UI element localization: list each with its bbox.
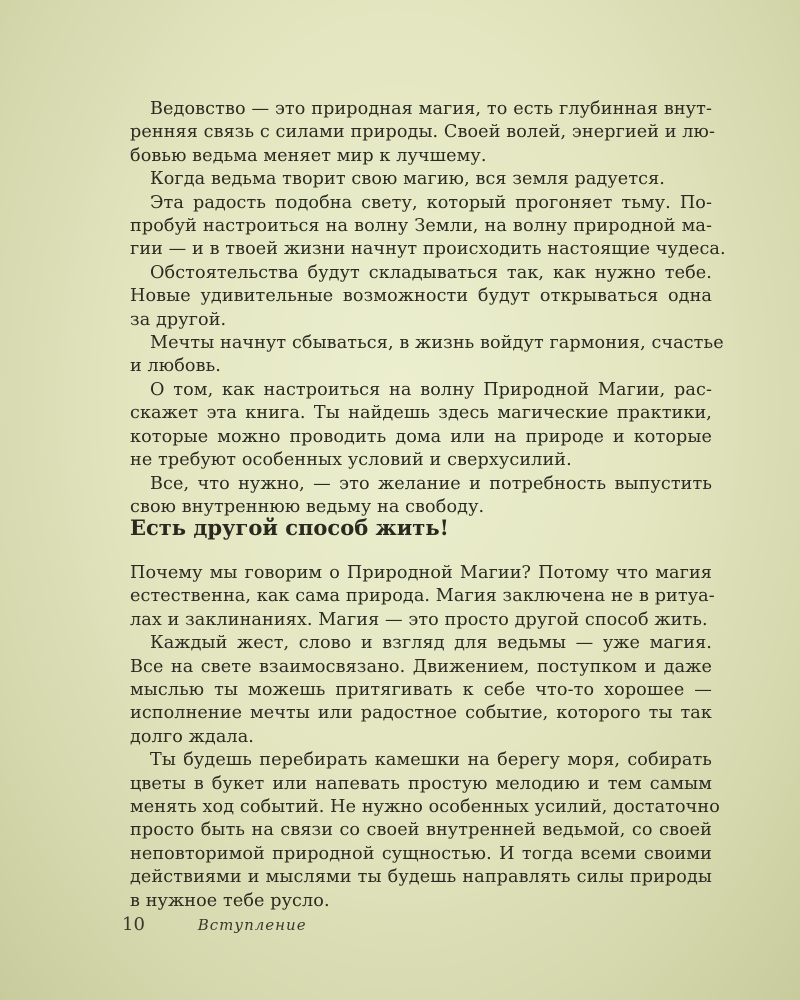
paragraph xyxy=(130,473,712,520)
text-line: не требуют особенных условий и сверхусилий. xyxy=(130,450,572,471)
text-line: лах и заклинаниях. Магия — это просто другой способ жить. xyxy=(130,609,708,630)
text-line: естественна, как сама природа. Магия заключена не в ритуа- xyxy=(130,586,715,607)
text-line: исполнение мечты или радостное событие, которого ты так xyxy=(130,703,712,724)
paragraph xyxy=(130,332,724,379)
text-line: Все на свете взаимосвязано. Движением, поступком и даже xyxy=(130,656,712,677)
running-footer-section: Вступление xyxy=(197,916,307,934)
text-line: которые можно проводить дома или на природе и которые xyxy=(130,426,712,447)
text-line: гии — и в твоей жизни начнут происходить настоящие чудеса. xyxy=(130,239,726,260)
section-heading: Есть другой способ жить! xyxy=(130,515,449,540)
text-line: Новые удивительные возможности будут открываться одна xyxy=(130,286,712,307)
text-line: скажет эта книга. Ты найдешь здесь магические практики, xyxy=(130,403,712,424)
paragraph xyxy=(130,749,720,913)
text-line: свою внутреннюю ведьму на свободу. xyxy=(130,496,485,517)
text-line: за другой. xyxy=(130,309,227,330)
paragraph xyxy=(130,192,726,262)
text-line: Эта радость подобна свету, который прогоняет тьму. По- xyxy=(150,192,712,213)
text-line: Ты будешь перебирать камешки на берегу моря, собирать xyxy=(150,750,712,771)
text-line: Почему мы говорим о Природной Магии? Потому что магия xyxy=(130,563,712,583)
text-line: долго ждала. xyxy=(130,726,254,747)
text-line: действиями и мыслями ты будешь направлять силы природы xyxy=(130,867,712,888)
text-line: бовью ведьма меняет мир к лучшему. xyxy=(130,145,487,166)
paragraph xyxy=(130,168,712,191)
text-line: Каждый жест, слово и взгляд для ведьмы — уже магия. xyxy=(150,633,712,654)
text-line: Когда ведьма творит свою магию, вся земля радуется. xyxy=(150,169,666,190)
text-line: ренняя связь с силами природы. Своей волей, энергией и лю- xyxy=(130,122,716,143)
paragraph xyxy=(130,562,715,632)
text-line: просто быть на связи со своей внутренней ведьмой, со своей xyxy=(130,820,712,841)
text-line: в нужное тебе русло. xyxy=(130,890,330,911)
intro-text xyxy=(130,98,726,519)
text-line: Обстоятельства будут складываться так, как нужно тебе. xyxy=(150,262,712,283)
paragraph xyxy=(130,262,712,332)
text-line: и любовь. xyxy=(130,356,221,377)
text-line: Мечты начнут сбываться, в жизнь войдут гармония, счастье xyxy=(150,333,724,354)
page-footer xyxy=(122,914,307,935)
text-line: О том, как настроиться на волну Природной Магии, рас- xyxy=(150,379,712,400)
text-line: менять ход событий. Не нужно особенных усилий, достаточно xyxy=(130,797,720,818)
text-line: цветы в букет или напевать простую мелодию и тем самым xyxy=(130,773,712,794)
text-line: неповторимой природной сущностью. И тогда всеми своими xyxy=(130,843,712,864)
text-line: мыслью ты можешь притягивать к себе что-то хорошее — xyxy=(130,680,712,701)
paragraph xyxy=(130,379,712,473)
text-line: Все, что нужно, — это желание и потребность выпустить xyxy=(150,473,712,494)
text-line: пробуй настроиться на волну Земли, на волну природной ма- xyxy=(130,216,712,237)
text-line: Ведовство — это природная магия, то есть глубинная внут- xyxy=(150,99,712,119)
paragraph xyxy=(130,98,716,168)
section-text xyxy=(130,562,720,913)
page-number: 10 xyxy=(122,914,145,935)
paragraph xyxy=(130,632,712,749)
